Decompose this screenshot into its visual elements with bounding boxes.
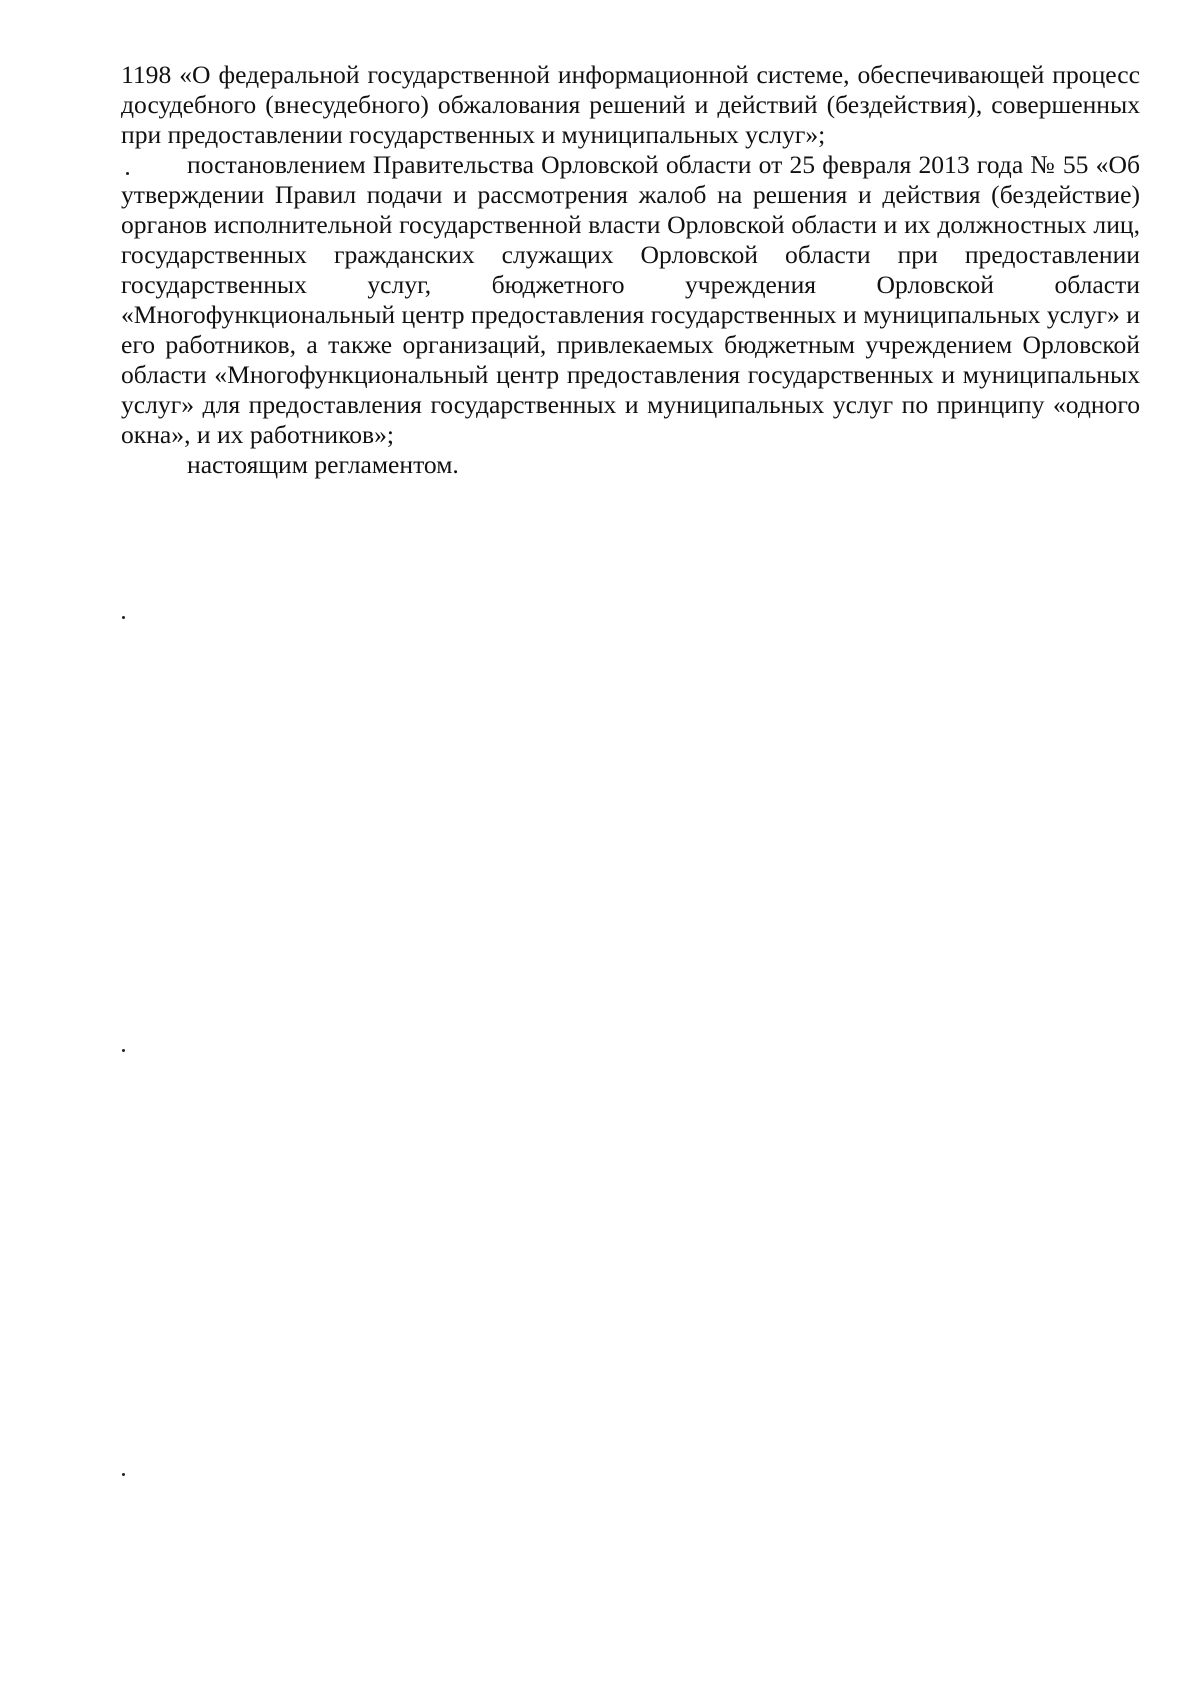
scan-speck xyxy=(122,1049,125,1052)
scan-speck xyxy=(122,1473,125,1476)
paragraph-resolution-reference: постановлением Правительства Орловской области от 25 февраля 2013 года № 55 «Об утверждении Правил подачи и рассмотрения жалоб на решения и действия (бездействие) органов исполнительной государственной власти Орловской области и их должностных лиц, государственных гражданских служащих Орловской области при предоставлении государственных услуг, бюджетного учреждения Орловской области «Многофункциональный центр предоставления государственных и муниципальных услуг» и его работников, а также организаций, привлекаемых бюджетным учреждением Орловской области «Многофункциональный центр предоставления государственных и муниципальных услуг» для предоставления государственных и муниципальных услуг по принципу «одного окна», и их работников»; xyxy=(121,150,1140,449)
paragraph-continuation: 1198 «О федеральной государственной информационной системе, обеспечивающей процесс досудебного (внесудебного) обжалования решений и действий (бездействия), совершенных при предоставлении государственных и муниципальных услуг»; xyxy=(121,60,1140,149)
scan-speck xyxy=(126,172,129,175)
scan-speck xyxy=(122,616,125,619)
document-body xyxy=(121,60,1140,480)
paragraph-regulation-reference: настоящим регламентом. xyxy=(187,450,459,479)
